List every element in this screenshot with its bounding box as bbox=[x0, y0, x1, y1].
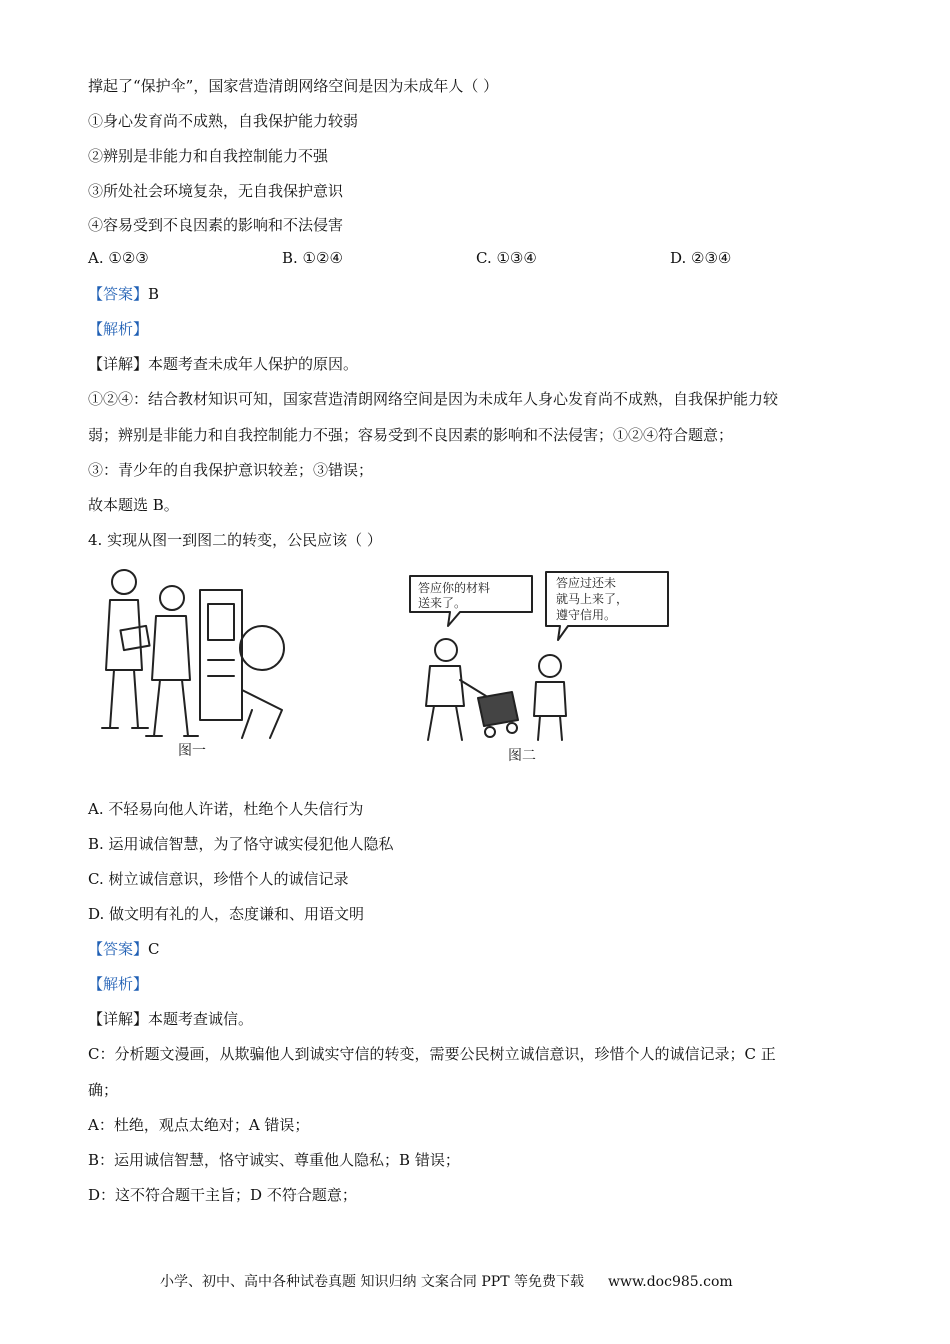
q4-explanation-c-b: 确； bbox=[88, 1081, 119, 1099]
figure-one-left-man-body bbox=[106, 600, 142, 670]
q3-item-3: ③所处社会环境复杂，无自我保护意识 bbox=[88, 182, 344, 200]
footer-link[interactable]: www.doc985.com bbox=[607, 1274, 733, 1290]
bubble-left-line-1: 答应你的材料 bbox=[418, 581, 491, 595]
q3-item-1: ①身心发育尚不成熟，自我保护能力较弱 bbox=[88, 112, 359, 130]
q3-explanation-1b: 弱；辨别是非能力和自我控制能力不强；容易受到不良因素的影响和不法侵害；①②④符合题意； bbox=[88, 426, 734, 444]
bubble-right-line-2: 就马上来了， bbox=[556, 592, 629, 606]
detail-text: 本题考查诚信。 bbox=[148, 1010, 254, 1028]
q4-option-b: B. 运用诚信智慧，为了恪守诚实侵犯他人隐私 bbox=[88, 835, 394, 853]
q3-stem-end: 撑起了“保护伞”，国家营造清朗网络空间是因为未成年人（ ） bbox=[88, 77, 499, 95]
q4-stem: 4. 实现从图一到图二的转变，公民应该（ ） bbox=[88, 531, 382, 549]
bubble-right-line-1: 答应过还未 bbox=[556, 576, 617, 590]
figure-two-caption: 图二 bbox=[508, 748, 536, 764]
q4-explanation-a: A：杜绝，观点太绝对；A 错误； bbox=[88, 1116, 310, 1134]
q3-answer bbox=[88, 284, 159, 304]
q3-option-c: C. ①③④ bbox=[476, 249, 537, 267]
q3-conclusion: 故本题选 B。 bbox=[88, 496, 179, 514]
bubble-right-line-3: 遵守信用。 bbox=[556, 608, 617, 622]
answer-tag: 【答案】 bbox=[88, 940, 149, 958]
q3-explanation-2: ③：青少年的自我保护意识较差；③错误； bbox=[88, 461, 374, 479]
figure-one-left-man-head bbox=[112, 570, 136, 594]
answer-tag: 【答案】 bbox=[88, 285, 149, 303]
q4-explanation-d: D：这不符合题干主旨；D 不符合题意； bbox=[88, 1186, 357, 1204]
q4-option-a: A. 不轻易向他人许诺，杜绝个人失信行为 bbox=[88, 800, 364, 818]
figure-one-safe bbox=[200, 590, 242, 720]
q3-option-a: A. ①②③ bbox=[88, 249, 149, 267]
q3-item-2: ②辨别是非能力和自我控制能力不强 bbox=[88, 147, 329, 165]
detail-text: 本题考查未成年人保护的原因。 bbox=[148, 355, 359, 373]
q3-detail bbox=[88, 354, 358, 374]
page-footer bbox=[160, 1271, 733, 1291]
answer-value: C bbox=[148, 940, 160, 958]
figure-two-receiver-head bbox=[539, 655, 561, 677]
q3-option-d: D. ②③④ bbox=[670, 249, 732, 267]
detail-tag: 【详解】 bbox=[88, 355, 149, 373]
q4-option-d: D. 做文明有礼的人，态度谦和、用语文明 bbox=[88, 905, 365, 923]
q3-explanation-1a: ①②④：结合教材知识可知，国家营造清朗网络空间是因为未成年人身心发育尚不成熟，自我保护能力较 bbox=[88, 390, 779, 408]
q3-item-4: ④容易受到不良因素的影响和不法侵害 bbox=[88, 216, 344, 234]
q4-explanation-b: B：运用诚信智慧，恪守诚实、尊重他人隐私；B 错误； bbox=[88, 1151, 460, 1169]
q3-analysis-tag: 【解析】 bbox=[88, 320, 149, 338]
detail-tag: 【详解】 bbox=[88, 1010, 149, 1028]
figure-one-cartoon bbox=[92, 560, 302, 765]
figure-one-money-bag bbox=[240, 626, 284, 670]
figure-one-middle-man-head bbox=[160, 586, 184, 610]
q4-option-c: C. 树立诚信意识，珍惜个人的诚信记录 bbox=[88, 870, 349, 888]
bubble-left-line-2: 送来了。 bbox=[418, 596, 467, 610]
q4-detail bbox=[88, 1009, 253, 1029]
answer-value: B bbox=[148, 285, 160, 303]
q4-explanation-c-a: C：分析题文漫画，从欺骗他人到诚实守信的转变，需要公民树立诚信意识，珍惜个人的诚信记录；C 正 bbox=[88, 1045, 776, 1063]
q3-options bbox=[88, 249, 868, 269]
figure-two-cart bbox=[478, 692, 518, 726]
figure-one-caption: 图一 bbox=[178, 743, 206, 759]
figure-two-worker-head bbox=[435, 639, 457, 661]
q4-analysis-tag: 【解析】 bbox=[88, 975, 149, 993]
q3-option-b: B. ①②④ bbox=[282, 249, 343, 267]
footer-text: 小学、初中、高中各种试卷真题 知识归纳 文案合同 PPT 等免费下载 bbox=[160, 1274, 584, 1290]
figure-two-cartoon bbox=[400, 568, 675, 768]
q4-answer bbox=[88, 939, 160, 959]
figure-one-clipboard bbox=[120, 626, 149, 650]
